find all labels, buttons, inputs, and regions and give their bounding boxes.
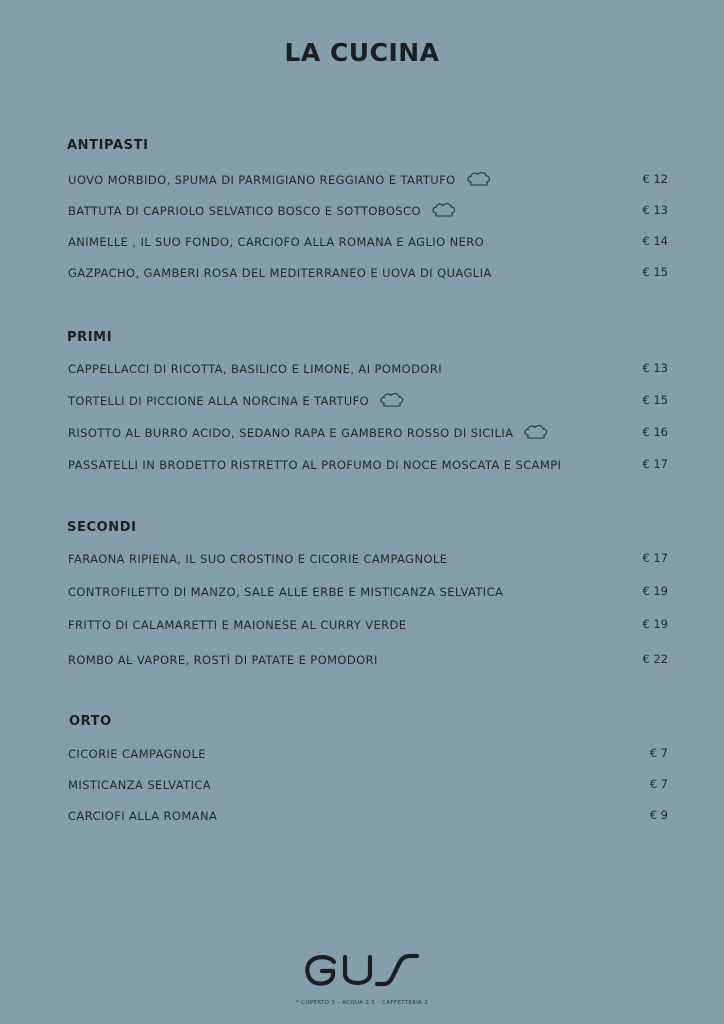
menu-item	[68, 549, 668, 569]
item-price: € 15	[642, 393, 668, 407]
footer-note: * COPERTO 3 – ACQUA 2,5 – CAFFETTERIA 2	[295, 1000, 429, 1006]
item-price: € 9	[649, 808, 668, 822]
item-name: ANIMELLE , IL SUO FONDO, CARCIOFO ALLA ROMANA E AGLIO NERO	[68, 235, 485, 249]
item-name: TORTELLI DI PICCIONE ALLA NORCINA E TARTUFO	[68, 394, 370, 408]
item-price: € 7	[649, 746, 668, 760]
item-price: € 19	[642, 584, 668, 598]
item-name: CARCIOFI ALLA ROMANA	[68, 809, 218, 823]
item-name: FRITTO DI CALAMARETTI E MAIONESE AL CURRY VERDE	[68, 618, 407, 632]
item-name: RISOTTO AL BURRO ACIDO, SEDANO RAPA E GAMBERO ROSSO DI SICILIA	[68, 426, 514, 440]
menu-item	[68, 806, 668, 826]
item-name: CAPPELLACCI DI RICOTTA, BASILICO E LIMONE, AI POMODORI	[68, 362, 443, 376]
menu-item	[68, 455, 668, 475]
menu-item	[68, 650, 668, 670]
menu-item	[68, 170, 668, 190]
item-name: CICORIE CAMPAGNOLE	[68, 747, 206, 761]
chef-hat-icon	[379, 392, 405, 410]
menu-item	[68, 201, 668, 221]
menu-item	[68, 615, 668, 635]
menu-item	[68, 744, 668, 764]
item-name: MISTICANZA SELVATICA	[68, 778, 212, 792]
menu-item	[68, 582, 668, 602]
menu-item	[68, 359, 668, 379]
item-price: € 7	[649, 777, 668, 791]
item-price: € 17	[642, 551, 668, 565]
item-price: € 16	[642, 425, 668, 439]
chef-hat-icon	[431, 202, 457, 220]
item-price: € 17	[642, 457, 668, 471]
section-title: ORTO	[69, 714, 112, 729]
chef-hat-icon	[466, 171, 492, 189]
gus-logo-icon	[300, 950, 424, 990]
section-title: SECONDI	[67, 520, 137, 535]
chef-hat-icon	[523, 424, 549, 442]
item-name: PASSATELLI IN BRODETTO RISTRETTO AL PROFUMO DI NOCE MOSCATA E SCAMPI	[68, 458, 562, 472]
section-title: ANTIPASTI	[67, 138, 149, 153]
item-name: GAZPACHO, GAMBERI ROSA DEL MEDITERRANEO E UOVA DI QUAGLIA	[68, 266, 492, 280]
item-name: FARAONA RIPIENA, IL SUO CROSTINO E CICORIE CAMPAGNOLE	[68, 552, 448, 566]
item-name: BATTUTA DI CAPRIOLO SELVATICO BOSCO E SOTTOBOSCO	[68, 204, 421, 218]
item-price: € 14	[642, 234, 668, 248]
item-price: € 19	[642, 617, 668, 631]
item-name: CONTROFILETTO DI MANZO, SALE ALLE ERBE E MISTICANZA SELVATICA	[68, 585, 504, 599]
item-name: ROMBO AL VAPORE, ROSTÌ DI PATATE E POMODORI	[68, 653, 378, 667]
item-price: € 13	[642, 361, 668, 375]
item-name: UOVO MORBIDO, SPUMA DI PARMIGIANO REGGIANO E TARTUFO	[68, 173, 456, 187]
menu-item	[68, 391, 668, 411]
item-price: € 22	[642, 652, 668, 666]
menu-item	[68, 775, 668, 795]
menu-item	[68, 263, 668, 283]
menu-item	[68, 423, 668, 443]
item-price: € 12	[642, 172, 668, 186]
menu-item	[68, 232, 668, 252]
page-title: LA CUCINA	[284, 38, 440, 67]
section-title: PRIMI	[67, 330, 113, 345]
item-price: € 13	[642, 203, 668, 217]
item-price: € 15	[642, 265, 668, 279]
